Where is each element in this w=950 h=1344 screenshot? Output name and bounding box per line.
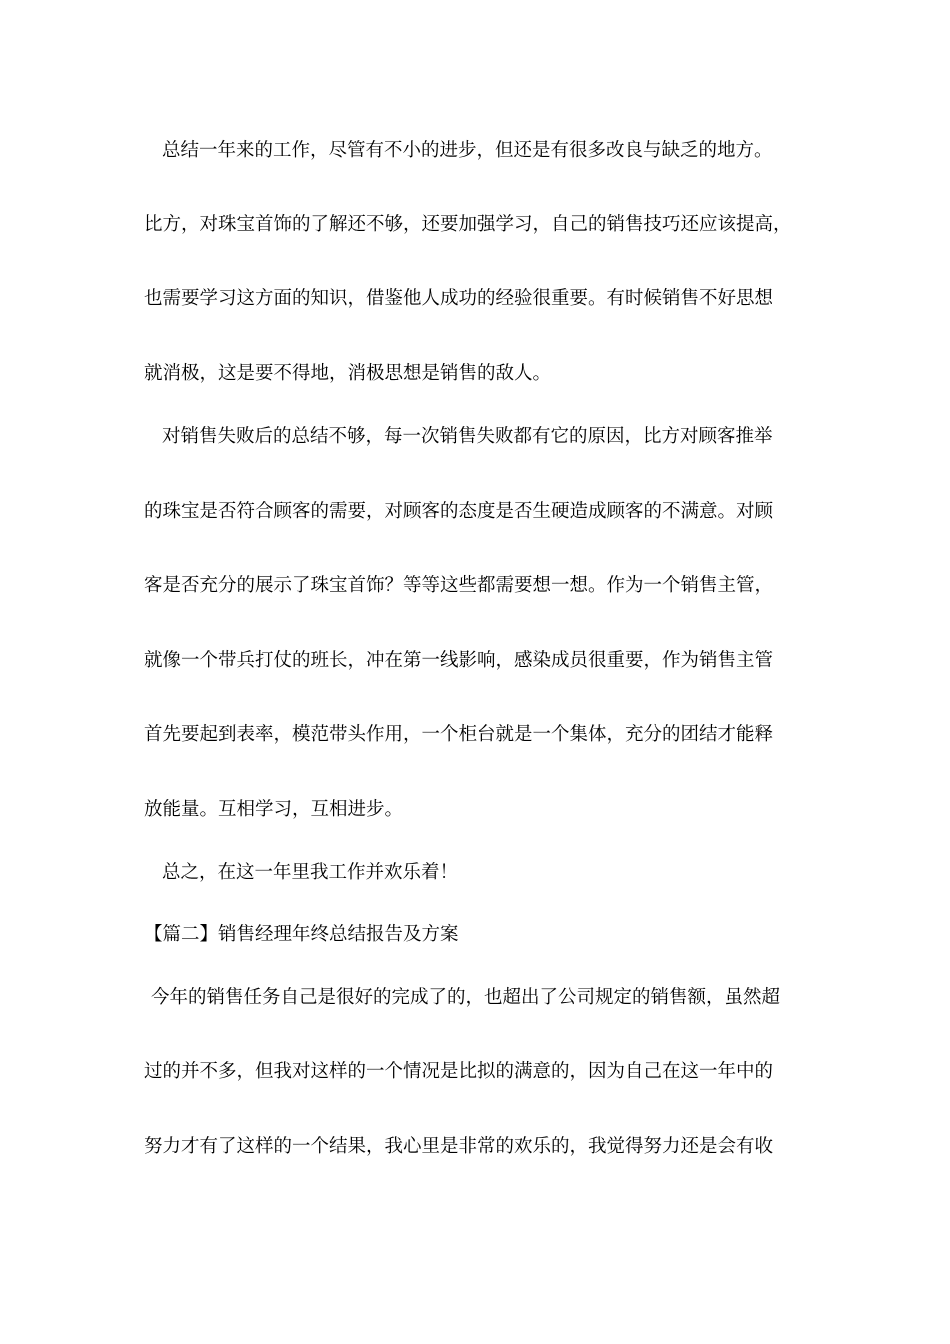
- section-heading: 【篇二】销售经理年终总结报告及方案: [144, 924, 459, 945]
- paragraph-line: 过的并不多，但我对这样的一个情况是比拟的满意的，因为自己在这一年中的: [144, 1061, 774, 1082]
- paragraph-line: 努力才有了这样的一个结果，我心里是非常的欢乐的，我觉得努力还是会有收: [144, 1136, 774, 1157]
- paragraph-line: 对销售失败后的总结不够，每一次销售失败都有它的原因，比方对顾客推举: [162, 426, 773, 447]
- paragraph-line: 总之，在这一年里我工作并欢乐着！: [162, 862, 459, 883]
- paragraph-line: 比方，对珠宝首饰的了解还不够，还要加强学习，自己的销售技巧还应该提高，: [144, 214, 792, 235]
- paragraph-line: 的珠宝是否符合顾客的需要，对顾客的态度是否生硬造成顾客的不满意。对顾: [144, 501, 774, 522]
- paragraph-line: 就消极，这是要不得地，消极思想是销售的敌人。: [144, 363, 552, 384]
- paragraph-line: 首先要起到表率，模范带头作用，一个柜台就是一个集体，充分的团结才能释: [144, 724, 774, 745]
- paragraph-line: 放能量。互相学习，互相进步。: [144, 799, 404, 820]
- paragraph-line: 今年的销售任务自己是很好的完成了的，也超出了公司规定的销售额，虽然超: [151, 987, 781, 1008]
- paragraph-line: 客是否充分的展示了珠宝首饰？等等这些都需要想一想。作为一个销售主管，: [144, 575, 774, 596]
- paragraph-line: 也需要学习这方面的知识，借鉴他人成功的经验很重要。有时候销售不好思想: [144, 288, 774, 309]
- paragraph-line: 就像一个带兵打仗的班长，冲在第一线影响，感染成员很重要，作为销售主管: [144, 650, 774, 671]
- paragraph-line: 总结一年来的工作，尽管有不小的进步，但还是有很多改良与缺乏的地方。: [162, 140, 773, 161]
